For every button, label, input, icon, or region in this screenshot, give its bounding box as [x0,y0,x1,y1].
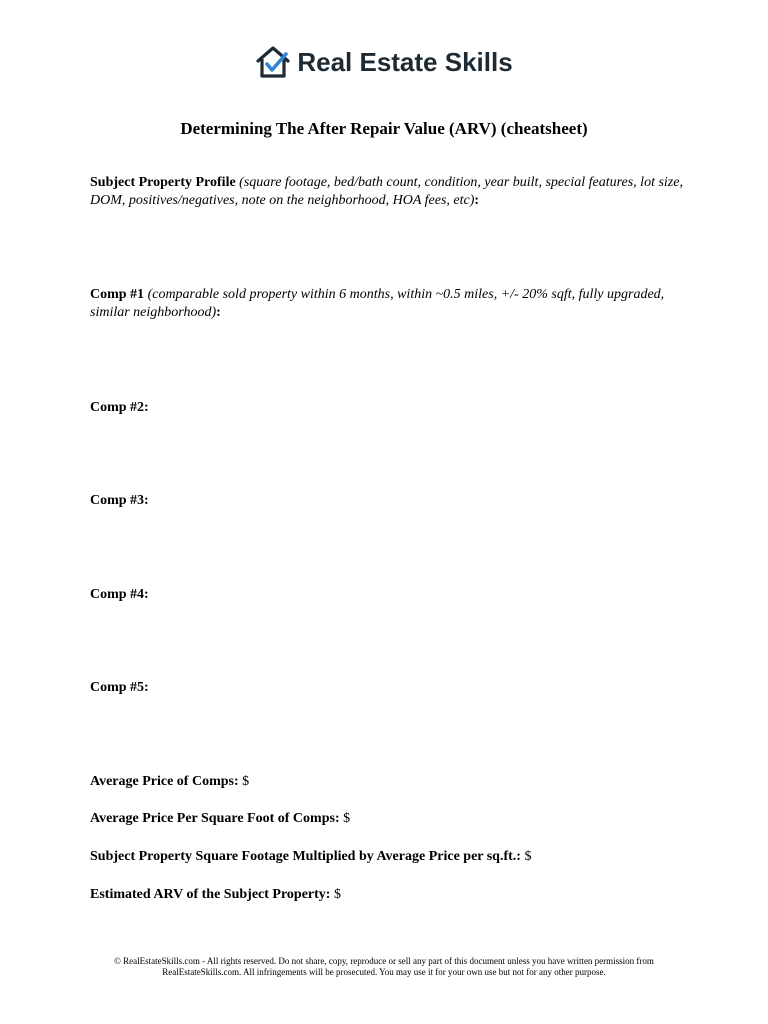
estimated-arv-label: Estimated ARV of the Subject Property: [90,887,331,902]
comp-1-section [90,286,690,322]
summary-row [90,773,690,791]
subject-profile-colon: : [474,193,480,208]
sqft-multiplied-label: Subject Property Square Footage Multiplied by Average Price per sq.ft.: [90,849,521,864]
avg-price-label: Average Price of Comps: [90,774,239,789]
house-check-icon [255,44,291,80]
comp-4-section [90,586,690,604]
copyright-footer [60,956,708,978]
summary-row [90,886,690,904]
footer-line-1: © RealEstateSkills.com - All rights reserved. Do not share, copy, reproduce or sell any part of this document unless you have written permission from [114,956,654,966]
comp-5-section [90,679,690,697]
footer-line-2: RealEstateSkills.com. All infringements will be prosecuted. You may use it for your own use but not for any other purpose. [162,967,606,977]
avg-price-value: $ [242,774,250,789]
summary-row [90,810,690,828]
comp-1-colon: : [216,305,221,320]
subject-profile-section [90,174,690,210]
comp-1-label: Comp #1 [90,287,145,302]
page-title: Determining The After Repair Value (ARV) (cheatsheet) [180,119,588,138]
comp-4-label: Comp #4: [90,587,149,602]
subject-profile-description: (square footage, bed/bath count, condition, year built, special features, lot size, DOM, positives/negatives, note on the neighborhood, HOA fees, etc) [90,175,683,208]
comp-2-label: Comp #2: [90,400,149,415]
logo-text: Real Estate Skills [297,46,513,77]
avg-price-sqft-value: $ [343,811,351,826]
comp-1-description: (comparable sold property within 6 months, within ~0.5 miles, +/- 20% sqft, fully upgraded, similar neighborhood) [90,287,665,320]
comp-3-section [90,492,690,510]
avg-price-sqft-label: Average Price Per Square Foot of Comps: [90,811,340,826]
subject-profile-label: Subject Property Profile [90,175,236,190]
logo [0,44,768,80]
comp-3-label: Comp #3: [90,493,149,508]
summary-row [90,848,690,866]
comp-2-section [90,399,690,417]
estimated-arv-value: $ [333,887,341,902]
sqft-multiplied-value: $ [524,849,532,864]
comp-5-label: Comp #5: [90,680,149,695]
